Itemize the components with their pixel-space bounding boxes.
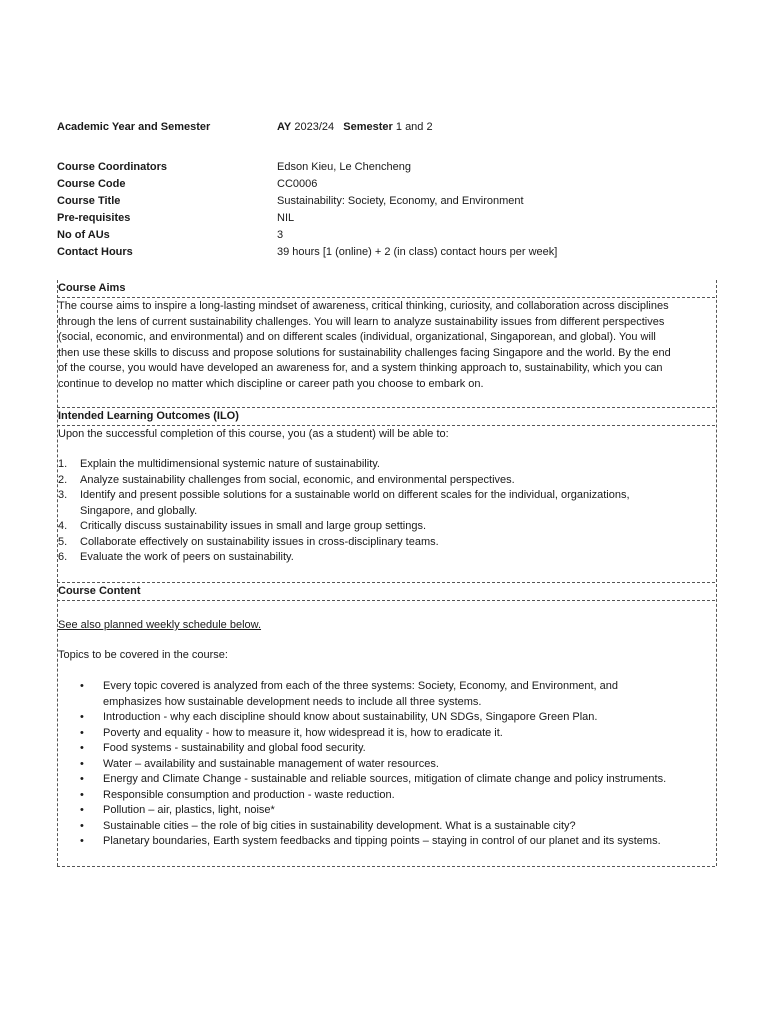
bullet-icon: • [80,742,84,754]
topic-text: Introduction - why each discipline should know about sustainability, UN SDGs, Singapore Green Plan. [103,711,598,723]
bullet-icon: • [80,726,84,739]
row-label: Course Title [57,195,121,207]
bullet-icon: • [80,835,84,847]
topic-text: emphasizes how sustainable development needs to include all three systems. [103,695,482,708]
ilo-number: 6. [58,551,68,563]
divider [57,582,715,583]
row-value: Sustainability: Society, Economy, and Environment [277,195,524,207]
bullet-icon: • [80,711,84,723]
ilo-text: Singapore, and globally. [80,504,198,517]
coordinators-row [57,159,717,175]
row-label: Pre-requisites [57,212,131,224]
aims-line: continue to develop no matter which discipline or career path you choose to embark on. [58,377,484,390]
course-code-row [57,176,717,192]
divider [57,866,715,867]
ilo-number: 1. [58,458,68,470]
ilo-number: 3. [58,489,68,501]
course-content-title: Course Content [58,585,141,597]
topic-text: Sustainable cities – the role of big cities in sustainability development. What is a sustainable city? [103,819,576,832]
ilo-number: 5. [58,535,68,548]
topic-text: Water – availability and sustainable management of water resources. [103,757,439,770]
aims-line: through the lens of current sustainability challenges. You will learn to analyze sustainability issues from different perspectives [58,315,665,328]
ilo-number: 4. [58,520,68,532]
row-label: No of AUs [57,229,110,241]
bullet-icon: • [80,804,84,816]
ilo-intro: Upon the successful completion of this course, you (as a student) will be able to: [58,428,449,440]
topic-text: Poverty and equality - how to measure it, how widespread it is, how to eradicate it. [103,726,503,739]
course-aims-title: Course Aims [58,282,126,294]
academic-year-row [57,119,717,135]
topic-text: Responsible consumption and production - waste reduction. [103,788,395,801]
ilo-text: Identify and present possible solutions for a sustainable world on different scales for the individual, organizations, [80,489,630,501]
bullet-icon: • [80,773,84,785]
bullet-icon: • [80,819,84,832]
semester-value: 1 and 2 [395,121,433,133]
divider [57,297,715,298]
row-value: CC0006 [277,178,318,190]
topics-intro: Topics to be covered in the course: [58,649,228,661]
aims-line: The course aims to inspire a long-lasting mindset of awareness, critical thinking, curiosity, and collaboration across disciplines [58,300,669,312]
ay-prefix: AY [277,121,292,133]
topic-text: Food systems - sustainability and global food security. [103,742,366,754]
schedule-link[interactable]: See also planned weekly schedule below. [58,619,262,631]
row-value: 3 [277,229,284,241]
ilo-number: 2. [58,473,68,486]
row-value: Edson Kieu, Le Chencheng [277,161,411,173]
course-title-row [57,193,717,209]
aims-line: then use these skills to discuss and propose solutions for sustainability challenges facing Singapore and the world. By the end [58,346,671,359]
aus-row [57,227,717,243]
row-label: Contact Hours [57,246,133,258]
row-label: Course Code [57,178,126,190]
ilo-text: Collaborate effectively on sustainability issues in cross-disciplinary teams. [80,535,439,548]
ilo-text: Explain the multidimensional systemic nature of sustainability. [80,458,380,470]
row-value: 39 hours [1 (online) + 2 (in class) contact hours per week] [277,246,558,258]
semester-prefix: Semester [343,121,393,133]
topic-text: Planetary boundaries, Earth system feedbacks and tipping points – staying in control of our planet and its systems. [103,835,661,847]
bullet-icon: • [80,680,84,692]
topic-text: Pollution – air, plastics, light, noise* [103,804,275,816]
row-label: Course Coordinators [57,161,168,173]
bullet-icon: • [80,757,84,770]
academic-year-label: Academic Year and Semester [57,121,211,133]
aims-line: (social, economic, and environmental) and on different scales (individual, organizational, Singaporean, and global). You will [58,331,656,343]
ilo-text: Evaluate the work of peers on sustainability. [80,551,294,563]
aims-line: of the course, you would have developed an awareness for, and a system thinking approach to, sustainability, which you can [58,362,663,374]
academic-year-value [277,119,433,135]
bullet-icon: • [80,788,84,801]
topic-text: Energy and Climate Change - sustainable and reliable sources, mitigation of climate change and policy instruments. [103,773,667,785]
ay-value: 2023/24 [294,121,335,133]
divider [57,600,715,601]
row-value: NIL [277,212,295,224]
ilo-title: Intended Learning Outcomes (ILO) [58,410,239,422]
ilo-text: Analyze sustainability challenges from social, economic, and environmental perspectives. [80,473,515,486]
topic-text: Every topic covered is analyzed from each of the three systems: Society, Economy, and Environment, and [103,680,619,692]
ilo-text: Critically discuss sustainability issues in small and large group settings. [80,520,427,532]
contact-hours-row [57,244,717,260]
prerequisites-row [57,210,717,226]
divider [57,425,715,426]
